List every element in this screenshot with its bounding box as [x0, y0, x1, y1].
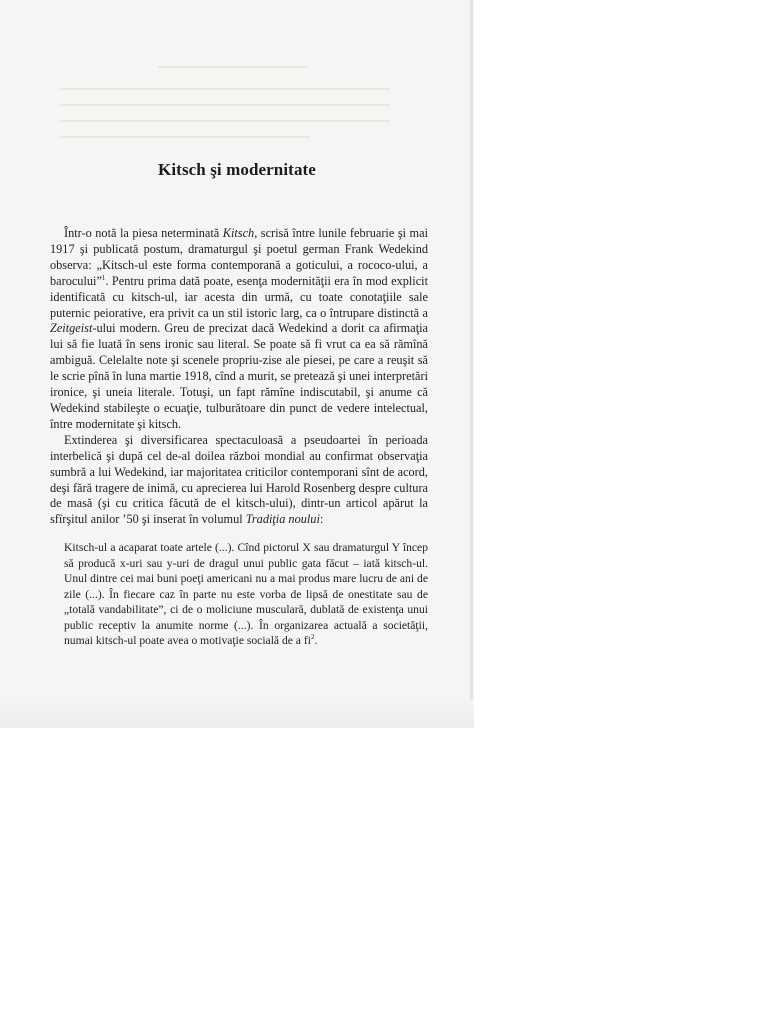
paragraph-1	[50, 226, 428, 433]
bleed-through-line	[60, 104, 390, 106]
paragraph-1-text-d: -ului modern. Greu de precizat dacă Wedekind a dorit ca afirmaţia lui să fie luată în sens ironic sau literal. Se poate să fi vrut ca ea să rămînă ambiguă. Celelalte note şi scenele propriu-zise ale piesei, pe care a reuşit să le scrie pînă în luna martie 1918, cînd a murit, se pretează şi unei interpretări ironice, şi uneia literale. Totuşi, un fapt rămîne indiscutabil, şi anume că Wedekind stabileşte o ecuaţie, tulburătoare din punct de vedere intelectual, între modernitate şi kitsch.	[50, 321, 428, 431]
quote-text-a: Kitsch-ul a acaparat toate artele (...). Cînd pictorul X sau dramaturgul Y încep să producă x-uri sau y-uri de dragul unui public gata făcut – iată kitsch-ul. Unul dintre cei mai buni poeţi americani nu a mai produs mare lucru de ani de zile (...). În fiecare caz în parte nu este vorba de lipsă de onestitate sau de „totală vandabilitate”, ci de o moliciune musculară, dublată de existenţa unui public receptiv la anumite norme (...). În organizarea actuală a societăţii, numai kitsch-ul poate avea o motivaţie socială de a fi	[64, 541, 428, 648]
bleed-through-line	[60, 136, 310, 138]
bleed-through-line	[60, 88, 390, 90]
footnote-ref-2: 2	[310, 633, 315, 642]
paragraph-2-text-b: :	[319, 512, 324, 527]
bleed-through-line	[60, 120, 390, 122]
quote-paragraph	[64, 540, 428, 649]
paragraph-1-text-c: . Pentru prima dată poate, esenţa modernităţii era în mod explicit identificată cu kitsch-ul, iar acesta din urmă, cu toate conotaţiile sale puternic peiorative, era privit ca un stil istoric larg, ca o întrupare distinctă a	[50, 273, 428, 320]
paragraph-2	[50, 433, 428, 528]
footnote-ref-1: 1	[101, 273, 106, 282]
paragraph-2-text-a: Extinderea şi diversificarea spectaculoasă a pseudoartei în perioada interbelică şi după cel de-al doilea război mondial au confirmat observaţia sumbră a lui Wedekind, iar majoritatea criticilor contemporani sînt de acord, deşi fără tragere de inimă, cu aprecierea lui Harold Rosenberg despre cultura de masă (şi cu critica făcută de el kitsch-ului), dintr-un articol apărut la sfîrşitul anilor ’50 şi inserat în volumul	[50, 432, 428, 527]
chapter-body	[50, 226, 428, 649]
book-page	[0, 0, 474, 728]
paragraph-2-italic-book-title: Tradiţia noului	[245, 512, 320, 527]
paragraph-1-italic-kitsch: Kitsch	[222, 226, 255, 240]
paragraph-1-text-b: , scrisă între lunile februarie şi mai 1917 şi publicată postum, dramaturgul şi poetul german Frank Wedekind observa: „Kitsch-ul este forma contemporană a goticului, a rococo-ului, a barocului”	[50, 226, 428, 288]
paragraph-1-italic-zeitgeist: Zeitgeist	[50, 321, 93, 336]
block-quote	[64, 540, 428, 649]
paragraph-1-text-a: Într-o notă la piesa neterminată	[64, 226, 223, 240]
bleed-through-line	[158, 66, 308, 68]
chapter-title: Kitsch şi modernitate	[158, 160, 316, 179]
quote-text-b: .	[314, 634, 318, 648]
page-edge	[470, 0, 473, 728]
page-bottom-shade	[0, 700, 474, 728]
